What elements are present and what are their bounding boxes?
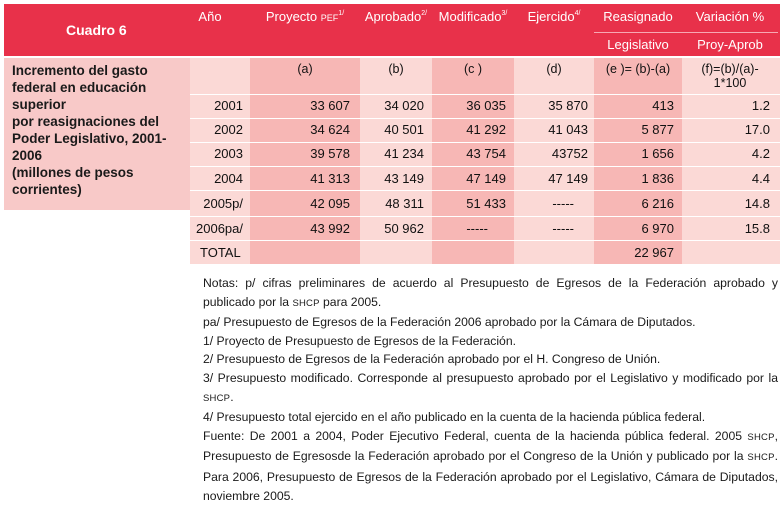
table-title: Incremento del gasto federal en educación superior por reasignaciones del Poder Legislativo, 2001- 2006 (millones de pesos corrientes)	[12, 63, 167, 197]
row-divider	[190, 118, 780, 119]
row-divider	[190, 94, 780, 95]
row-divider	[190, 166, 780, 167]
note-preliminary: Notas: p/ cifras preliminares de acuerdo al Presupuesto de Egresos de la Federación aprobado y publicado por la SHCP para 2005.	[203, 276, 778, 309]
header-ejercido: Ejercido$^{4/}$	[527, 9, 581, 24]
note-2: 2/ Presupuesto de Egresos de la Federación aprobado por el H. Congreso de Unión.	[203, 352, 661, 367]
notes-block	[203, 274, 778, 505]
table-label	[4, 4, 190, 56]
note-pa: pa/ Presupuesto de Egresos de la Federación 2006 aprobado por la Cámara de Diputados.	[203, 315, 696, 330]
row-divider	[190, 240, 780, 241]
header-aprobado: Aprobado$^{2/}$	[364, 9, 428, 24]
note-3: 3/ Presupuesto modificado. Corresponde al presupuesto aprobado por el Legislativo y modificado por la SHCP.	[203, 370, 778, 404]
row-divider	[190, 190, 780, 191]
row-divider	[190, 142, 780, 143]
header-year: Año	[198, 9, 222, 24]
header-proyecto: Proyecto $PEF^{1/}$	[265, 9, 345, 24]
row-divider	[190, 216, 780, 217]
table-header	[190, 4, 780, 56]
header-modificado: Modificado$^{3/}$	[438, 9, 508, 24]
cuadro-label: Cuadro 6	[66, 22, 127, 38]
note-source: Fuente: De 2001 a 2004, Poder Ejecutivo Federal, cuenta de la hacienda pública federal. 2005 SHCP, Presupuesto de Egresosde la Federación aprobado por el Congreso de la Unión y publicado por la SHCP. Para 2006, Presupuesto de Egresos de la Federación aprobado por el Legislativo, Cámara de Diputados, noviembre 2005.	[203, 428, 778, 503]
header-variacion: Variación % Proy-Aprob	[695, 9, 765, 52]
header-reasignado: Reasignado Legislativo	[603, 9, 673, 52]
header-divider	[594, 32, 778, 33]
note-4: 4/ Presupuesto total ejercido en el año publicado en la cuenta de la hacienda pública federal.	[203, 410, 706, 425]
note-1: 1/ Proyecto de Presupuesto de Egresos de la Federación.	[203, 333, 517, 348]
